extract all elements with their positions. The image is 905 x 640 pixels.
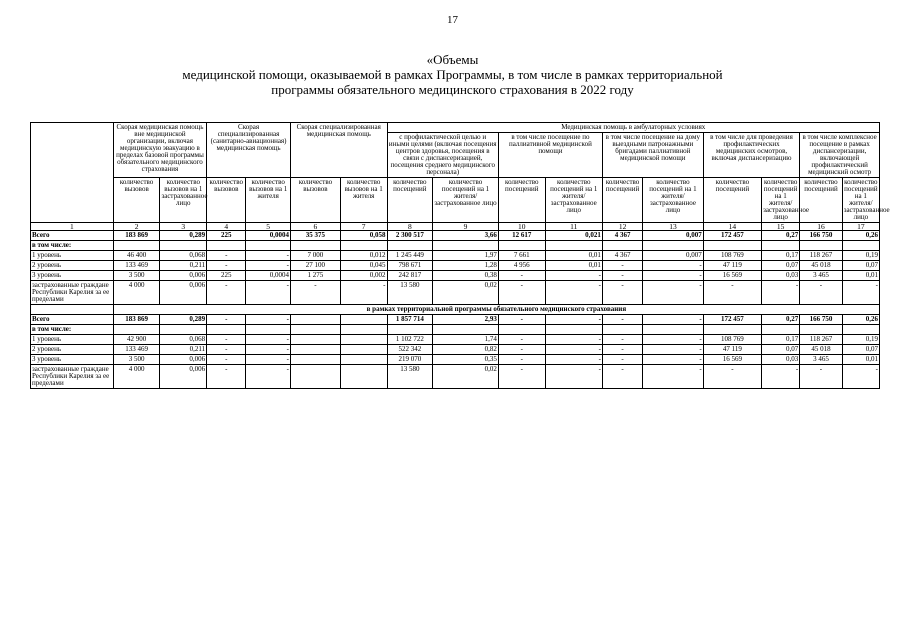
table-cell xyxy=(113,241,160,251)
table-cell: 4 000 xyxy=(113,281,160,305)
table-cell: 4 367 xyxy=(602,251,642,261)
table-cell: - xyxy=(643,281,703,305)
table-cell: 0,26 xyxy=(842,231,879,241)
table-cell: 0,17 xyxy=(762,335,800,345)
table-cell: - xyxy=(602,355,642,365)
table-cell: 0,17 xyxy=(762,251,800,261)
table-cell: - xyxy=(207,315,246,325)
table-cell xyxy=(160,241,207,251)
table-cell: - xyxy=(207,365,246,389)
table-cell xyxy=(290,335,340,345)
table-row xyxy=(31,281,880,305)
table-cell: - xyxy=(762,281,800,305)
subheader: количество вызовов xyxy=(207,178,246,223)
table-cell: - xyxy=(842,365,879,389)
table-row xyxy=(31,315,880,325)
table-cell xyxy=(762,241,800,251)
table-cell: 0,0004 xyxy=(246,231,291,241)
subheader: количество посещений на 1 жителя/ застрахованное лицо xyxy=(763,178,810,221)
table-cell: 4 367 xyxy=(602,231,642,241)
table-cell: 0,07 xyxy=(762,261,800,271)
title-line-1: «Объемы xyxy=(426,52,479,67)
subheader: количество вызовов xyxy=(290,178,340,223)
table-cell: 219 070 xyxy=(387,355,433,365)
table-cell: 0,82 xyxy=(433,345,499,355)
table-cell: 0,02 xyxy=(433,365,499,389)
header-row-3 xyxy=(31,178,880,223)
table-cell xyxy=(498,325,545,335)
table-cell: 0,35 xyxy=(433,355,499,365)
header-row-1 xyxy=(31,123,880,133)
subheader: количество посещений на 1 жителя/ застрахованное лицо xyxy=(843,178,890,221)
table-cell: 3 465 xyxy=(800,271,842,281)
table-cell: 47 119 xyxy=(703,261,761,271)
header-ambulance: Скорая медицинская помощь вне медицинской организации, включая медицинскую эвакуацию в пределах базовой программы обязательного медицинского страхования xyxy=(113,123,206,178)
table-cell: 0,211 xyxy=(160,261,207,271)
table-cell: 0,01 xyxy=(545,251,602,261)
table-cell: - xyxy=(545,315,602,325)
row-label: Всего xyxy=(31,315,114,325)
table-cell xyxy=(433,241,499,251)
table-cell: - xyxy=(545,281,602,305)
table-cell xyxy=(545,325,602,335)
table-cell: 225 xyxy=(207,271,246,281)
column-number: 9 xyxy=(433,223,499,231)
table-cell: - xyxy=(643,355,703,365)
table-cell xyxy=(207,241,246,251)
column-number: 6 xyxy=(290,223,340,231)
table-cell: 1,28 xyxy=(433,261,499,271)
table-cell xyxy=(387,325,433,335)
table-cell: - xyxy=(842,281,879,305)
row-label: 2 уровень xyxy=(31,261,114,271)
table-cell: - xyxy=(498,271,545,281)
header-specialized: Скорая специализированная медицинская помощь xyxy=(290,123,387,178)
table-cell xyxy=(160,325,207,335)
table-cell: 1 245 449 xyxy=(387,251,433,261)
table-cell: 0,01 xyxy=(842,355,879,365)
subheader: количество посещений xyxy=(602,178,642,223)
table-cell: 4 956 xyxy=(498,261,545,271)
table-cell: - xyxy=(643,335,703,345)
table-cell: 0,0004 xyxy=(246,271,291,281)
table-cell xyxy=(290,345,340,355)
table-cell xyxy=(340,315,387,325)
header-empty xyxy=(31,123,114,223)
table-cell: 3 465 xyxy=(800,355,842,365)
column-number: 1 xyxy=(31,223,114,231)
table-cell xyxy=(433,325,499,335)
table-cell: 0,021 xyxy=(545,231,602,241)
table-cell xyxy=(340,355,387,365)
table-cell: 0,01 xyxy=(842,271,879,281)
header-complex: в том числе комплексное посещение в рамках диспансеризации, включающей профилактический медицинский осмотр xyxy=(800,133,880,178)
header-palliative: в том числе посещение по паллиативной медицинской помощи xyxy=(498,133,602,178)
table-cell: - xyxy=(246,315,291,325)
table-cell: 0,006 xyxy=(160,355,207,365)
table-cell: - xyxy=(207,335,246,345)
table-row xyxy=(31,335,880,345)
table-cell: 0,006 xyxy=(160,281,207,305)
table-cell: 2,93 xyxy=(433,315,499,325)
column-number: 11 xyxy=(545,223,602,231)
table-cell xyxy=(842,241,879,251)
column-number: 13 xyxy=(643,223,703,231)
table-cell: - xyxy=(643,345,703,355)
column-number: 7 xyxy=(340,223,387,231)
column-number: 5 xyxy=(246,223,291,231)
column-number: 12 xyxy=(602,223,642,231)
table-cell: 0,27 xyxy=(762,315,800,325)
table-cell: 16 569 xyxy=(703,355,761,365)
table-cell: 225 xyxy=(207,231,246,241)
table-cell: 42 900 xyxy=(113,335,160,345)
table-cell: - xyxy=(545,335,602,345)
table-row xyxy=(31,345,880,355)
table-cell: - xyxy=(207,355,246,365)
table-cell xyxy=(246,325,291,335)
table-cell xyxy=(800,241,842,251)
table-cell: 522 342 xyxy=(387,345,433,355)
table-cell: - xyxy=(498,281,545,305)
table-cell: 45 018 xyxy=(800,261,842,271)
table-cell xyxy=(113,325,160,335)
section-title-row xyxy=(31,305,880,315)
subheader: количество вызовов на 1 жителя xyxy=(340,178,387,223)
table-cell xyxy=(800,325,842,335)
table-cell: - xyxy=(246,365,291,389)
table-cell: 0,26 xyxy=(842,315,879,325)
table-row xyxy=(31,241,880,251)
table-cell: - xyxy=(498,355,545,365)
table-cell: - xyxy=(545,345,602,355)
table-cell: 0,006 xyxy=(160,271,207,281)
table-cell: 0,38 xyxy=(433,271,499,281)
subheader: количество вызовов на 1 жителя xyxy=(246,178,291,223)
table-cell xyxy=(207,325,246,335)
table-cell: 0,007 xyxy=(643,231,703,241)
row-label: в том числе: xyxy=(31,325,114,335)
table-cell: 13 580 xyxy=(387,365,433,389)
table-cell: 7 000 xyxy=(290,251,340,261)
table-cell xyxy=(340,325,387,335)
table-row xyxy=(31,251,880,261)
table-cell: - xyxy=(290,281,340,305)
table-cell: 0,03 xyxy=(762,355,800,365)
section-title-empty xyxy=(31,305,114,315)
table-cell: 0,07 xyxy=(762,345,800,355)
document-title xyxy=(0,52,905,97)
table-cell: 47 119 xyxy=(703,345,761,355)
table-cell: 0,006 xyxy=(160,365,207,389)
table-row xyxy=(31,271,880,281)
table-cell: 0,058 xyxy=(340,231,387,241)
table-cell: 0,19 xyxy=(842,335,879,345)
table-cell: - xyxy=(246,355,291,365)
table-cell: 0,27 xyxy=(762,231,800,241)
table-cell: 133 469 xyxy=(113,261,160,271)
table-cell: 13 580 xyxy=(387,281,433,305)
table-cell: 1 275 xyxy=(290,271,340,281)
table-cell: - xyxy=(207,281,246,305)
table-cell: 0,03 xyxy=(762,271,800,281)
table-cell: - xyxy=(498,335,545,345)
table-cell xyxy=(602,325,642,335)
table-cell xyxy=(340,345,387,355)
column-number: 2 xyxy=(113,223,160,231)
row-label: Всего xyxy=(31,231,114,241)
column-number: 15 xyxy=(762,223,800,231)
table-cell: 1,74 xyxy=(433,335,499,345)
table-cell: 172 457 xyxy=(703,315,761,325)
table-cell: 0,19 xyxy=(842,251,879,261)
table-cell xyxy=(643,241,703,251)
table-row xyxy=(31,261,880,271)
column-number-row xyxy=(31,223,880,231)
header-specialized-aviation: Скорая специализированная (санитарно-авиационная) медицинская помощь xyxy=(207,123,291,178)
table-cell: 12 617 xyxy=(498,231,545,241)
table-cell xyxy=(290,355,340,365)
table-cell: - xyxy=(246,261,291,271)
table-cell: - xyxy=(643,261,703,271)
table-cell: - xyxy=(602,261,642,271)
table-cell: 46 400 xyxy=(113,251,160,261)
row-label: 1 уровень xyxy=(31,251,114,261)
table-cell: 108 769 xyxy=(703,335,761,345)
table-cell: - xyxy=(800,281,842,305)
table-cell: - xyxy=(800,365,842,389)
table-cell: - xyxy=(602,365,642,389)
column-number: 10 xyxy=(498,223,545,231)
table-cell: 0,068 xyxy=(160,251,207,261)
table-cell: - xyxy=(643,365,703,389)
table-cell: 0,07 xyxy=(842,261,879,271)
subheader: количество посещений на 1 жителя/ застрахованное лицо xyxy=(545,178,602,223)
table-cell: 3 500 xyxy=(113,355,160,365)
table-cell: 45 018 xyxy=(800,345,842,355)
table-cell: 0,07 xyxy=(842,345,879,355)
subheader: количество посещений на 1 жителя/ застрахованное лицо xyxy=(433,178,499,223)
row-label: 3 уровень xyxy=(31,271,114,281)
table-cell: 0,045 xyxy=(340,261,387,271)
table-cell: 118 267 xyxy=(800,251,842,261)
table-cell xyxy=(290,365,340,389)
column-number: 8 xyxy=(387,223,433,231)
volumes-table xyxy=(30,122,890,389)
table-cell xyxy=(643,325,703,335)
table-cell: - xyxy=(246,345,291,355)
table-cell xyxy=(340,335,387,345)
table-cell: - xyxy=(602,315,642,325)
table-cell: - xyxy=(602,281,642,305)
table-cell xyxy=(290,315,340,325)
table-cell: - xyxy=(602,345,642,355)
table-cell: 166 750 xyxy=(800,315,842,325)
table-cell: 0,007 xyxy=(643,251,703,261)
title-line-2: медицинской помощи, оказываемой в рамках Программы, в том числе в рамках территориальной xyxy=(182,67,723,82)
table-cell: 1,97 xyxy=(433,251,499,261)
row-label: 1 уровень xyxy=(31,335,114,345)
table-cell: 133 469 xyxy=(113,345,160,355)
row-label: в том числе: xyxy=(31,241,114,251)
table-cell: 242 817 xyxy=(387,271,433,281)
table-cell: 2 300 517 xyxy=(387,231,433,241)
row-label: застрахованные граждане Республики Карелия за ее пределами xyxy=(31,281,114,305)
table-cell xyxy=(290,325,340,335)
header-home-visits: в том числе посещение на дому выездными патронажными бригадами паллиативной медицинской помощи xyxy=(602,133,703,178)
table-cell xyxy=(290,241,340,251)
table-cell: 1 102 722 xyxy=(387,335,433,345)
table-cell: - xyxy=(643,315,703,325)
table-cell: - xyxy=(545,355,602,365)
table-cell: 0,289 xyxy=(160,231,207,241)
table-cell xyxy=(340,241,387,251)
table-cell: - xyxy=(545,365,602,389)
header-outpatient: Медицинская помощь в амбулаторных условиях xyxy=(387,123,879,133)
table-cell xyxy=(703,241,761,251)
table-cell: 3,66 xyxy=(433,231,499,241)
subheader: количество посещений xyxy=(800,178,842,223)
table-cell xyxy=(703,325,761,335)
table-cell: 0,02 xyxy=(433,281,499,305)
subheader: количество посещений xyxy=(703,178,761,223)
table-row xyxy=(31,231,880,241)
table-cell: 183 869 xyxy=(113,315,160,325)
table-cell: 7 661 xyxy=(498,251,545,261)
table-cell: - xyxy=(207,345,246,355)
row-label: 3 уровень xyxy=(31,355,114,365)
table-cell: - xyxy=(246,335,291,345)
table-cell: 0,012 xyxy=(340,251,387,261)
row-label: застрахованные граждане Республики Карелия за ее пределами xyxy=(31,365,114,389)
table-cell: - xyxy=(762,365,800,389)
table-row xyxy=(31,365,880,389)
table-cell: 0,01 xyxy=(545,261,602,271)
header-preventive: с профилактической целью и иными целями (включая посещения центров здоровья, посещения в связи с диспансеризацией, посещения среднего медицинского персонала) xyxy=(388,133,497,176)
table-cell xyxy=(246,241,291,251)
table-cell: - xyxy=(246,281,291,305)
table-cell xyxy=(340,365,387,389)
table-cell: 108 769 xyxy=(703,251,761,261)
header-checkups: в том числе для проведения профилактических медицинских осмотров, включая диспансеризацию xyxy=(703,133,800,178)
table-cell: - xyxy=(207,261,246,271)
table-cell: - xyxy=(703,365,761,389)
table-cell: 0,289 xyxy=(160,315,207,325)
column-number: 4 xyxy=(207,223,246,231)
subheader: количество посещений xyxy=(498,178,545,223)
table-cell: - xyxy=(602,271,642,281)
table-cell: 118 267 xyxy=(800,335,842,345)
table-cell: - xyxy=(498,345,545,355)
table-cell xyxy=(545,241,602,251)
table-cell xyxy=(602,241,642,251)
table-cell: - xyxy=(643,271,703,281)
table-cell xyxy=(842,325,879,335)
column-number: 17 xyxy=(842,223,879,231)
table-cell: - xyxy=(340,281,387,305)
table-cell: - xyxy=(498,315,545,325)
table-cell xyxy=(387,241,433,251)
title-line-3: программы обязательного медицинского страхования в 2022 году xyxy=(271,82,634,97)
table-cell: 3 500 xyxy=(113,271,160,281)
table-row xyxy=(31,325,880,335)
table-cell: - xyxy=(545,271,602,281)
table-cell: 798 671 xyxy=(387,261,433,271)
subheader: количество посещений на 1 жителя/ застрахованное лицо xyxy=(643,178,703,223)
table-cell: - xyxy=(207,251,246,261)
table-cell: 27 100 xyxy=(290,261,340,271)
table-cell: 0,068 xyxy=(160,335,207,345)
table-cell: 1 857 714 xyxy=(387,315,433,325)
table-cell: 166 750 xyxy=(800,231,842,241)
subheader: количество вызовов xyxy=(113,178,160,223)
table-cell: 183 869 xyxy=(113,231,160,241)
table-cell xyxy=(762,325,800,335)
row-label: 2 уровень xyxy=(31,345,114,355)
table-cell: 0,211 xyxy=(160,345,207,355)
table-cell: - xyxy=(602,335,642,345)
section-title: в рамках территориальной программы обязательного медицинского страхования xyxy=(113,305,879,315)
subheader: количество посещений xyxy=(387,178,433,223)
table-cell: - xyxy=(498,365,545,389)
table-row xyxy=(31,355,880,365)
table-cell: 35 375 xyxy=(290,231,340,241)
table-cell: 0,002 xyxy=(340,271,387,281)
table-cell: 172 457 xyxy=(703,231,761,241)
table-cell: 16 569 xyxy=(703,271,761,281)
column-number: 3 xyxy=(160,223,207,231)
table-cell: 4 000 xyxy=(113,365,160,389)
column-number: 16 xyxy=(800,223,842,231)
table-cell: - xyxy=(703,281,761,305)
table-cell: - xyxy=(246,251,291,261)
subheader: количество вызовов на 1 застрахованное лицо xyxy=(160,178,207,223)
table-cell xyxy=(498,241,545,251)
column-number: 14 xyxy=(703,223,761,231)
page-number: 17 xyxy=(447,14,458,26)
